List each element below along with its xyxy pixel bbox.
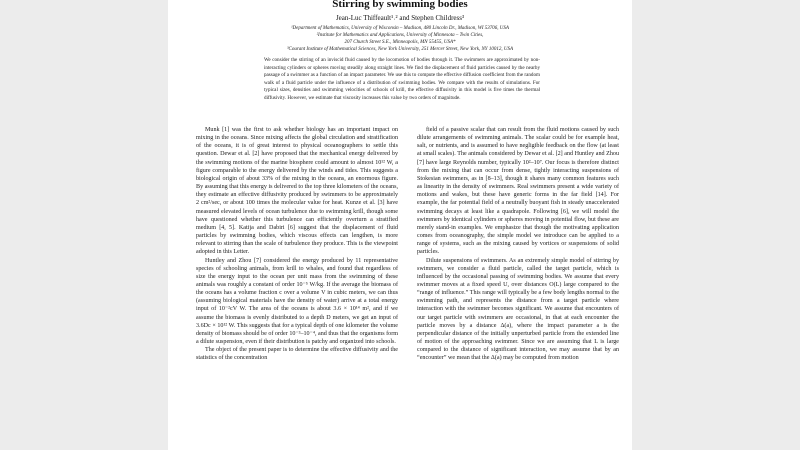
affiliation-line: 207 Church Street S.E., Minneapolis, MN 55455, USA* <box>344 40 456 45</box>
right-column <box>417 126 619 363</box>
affiliation-line: ³Courant Institute of Mathematical Sciences, New York University, 251 Mercer Street, New York, NY 10012, USA <box>286 47 514 52</box>
paper-page <box>168 0 632 450</box>
paragraph: Dilute suspensions of swimmers. As an extremely simple model of stirring by swimmers, we consider a fluid particle, called the target particle, which is influenced by the occasional passing of swimming bodies. We assume that every swimmer moves at a fixed speed U, over distances O(L) large compared to the “range of influence.” This range will typically be a few body lengths normal to the swimming path, and represents the distance from a target particle where interaction with the swimmer becomes significant. We assume that encounters of our target particle with swimmers are occasional, in that at each encounter the particle moves by a distance Δ(a), where the impact parameter a is the perpendicular distance of the initially unperturbed particle from the extended line of motion of the approaching swimmer. Since we are assuming that L is large compared to the distance of significant interaction, we may assume that by an “encounter” we mean that the Δ(a) may be computed from motion <box>417 257 619 362</box>
paragraph: field of a passive scalar that can result from the fluid motions caused by such dilute arrangements of swimming animals. The scalar could be for example heat, salt, or nutrients, and is assumed to have negligible feedback on the flow (at least at small scales). The animals considered by Dewar et al. [2] and Huntley and Zhou [7] have large Reynolds number, typically 10²–10⁷. Our focus is therefore distinct from the mixing that can occur from dense, tightly interacting suspensions of Stokesian swimmers, as in [8–13], though it shares many common features such as linearity in the density of swimmers. Real swimmers present a wide variety of motions and wakes, but these have generic forms in the far field [14]. For example, the far potential field of a neutrally buoyant fish in steady unaccelerated swimming decays at least like a quadrapole. Following [6], we will model the swimmers by identical cylinders or spheres moving in potential flow, but these are merely stand-in examples. We emphasize that though the motivating application comes from oceanography, the simple model we introduce can be applied to a range of systems, such as the mixing caused by vortices or suspensions of solid particles. <box>417 127 619 256</box>
affiliation-line: ²Institute for Mathematics and Applications, University of Minnesota – Twin Cities, <box>316 33 484 38</box>
paragraph: Munk [1] was the first to ask whether biology has an important impact on mixing in the oceans. Since mixing affects the global circulation and stratification of the oceans, it is of great interest to physical oceanographers to settle this question. Dewar et al. [2] have proposed that the mechanical energy delivered by the swimming motions of the marine biosphere could amount to almost 10¹² W, a figure comparable to the energy delivered by the winds and tides. This suggests a biological origin of about 33% of the mixing in the oceans, an enormous figure. By assuming that this energy is delivered to the top three kilometers of the oceans, they estimate an effective diffusivity produced by swimmers to be approximately 2 cm²/sec, or about 100 times the molecular value for heat. Kunze et al. [3] have measured elevated levels of ocean turbulence due to swimming krill, though some have questioned whether this turbulence can efficiently overturn a stratified medium [4, 5]. Katija and Dabiri [6] suggest that the displacement of fluid particles by swimming bodies, which viscous effects can lengthen, is more relevant to stirring than the scale of turbulence they produce. This is the viewpoint adopted in this Letter. <box>196 127 398 256</box>
paragraph: The object of the present paper is to determine the effective diffusivity and the statistics of the concentration <box>196 347 398 362</box>
left-column <box>196 126 398 363</box>
paper-title: Stirring by swimming bodies <box>332 0 468 10</box>
affiliation-line: ¹Department of Mathematics, University of Wisconsin – Madison, 480 Lincoln Dr., Madison, WI 53706, USA <box>291 26 509 31</box>
paragraph: Huntley and Zhou [7] considered the energy produced by 11 representative species of schooling animals, from krill to whales, and found that regardless of size the energy input to the ocean per unit mass from the swimming of these animals was roughly a constant of order 10⁻⁵ W/kg. If the average the biomass of the oceans has a volume fraction c over a volume V in cubic meters, we can thus (assuming biological materials have the density of water) arrive at a total energy input of 10⁻²cV W. The area of the oceans is about 3.6 × 10¹⁴ m², and if we assume the biomass is evenly distributed to a depth D meters, we get an input of 3.6Dc × 10¹² W. This suggests that for a typical depth of one kilometer the volume density of biomass should be of order 10⁻³–10⁻⁴, and thus that the organisms form a dilute suspension, even if their distribution is patchy and organized into schools. <box>196 257 398 346</box>
affiliations <box>168 25 632 53</box>
paper-authors: Jean-Luc Thiffeault¹˒² and Stephen Childress³ <box>335 14 465 22</box>
abstract: We consider the stirring of an inviscid fluid caused by the locomotion of bodies through it. The swimmers are approximated by non-interacting cylinders or spheres moving steadily along straight lines. We find the displacement of fluid particles caused by the nearby passage of a swimmer as a function of an impact parameter. We use this to compute the effective diffusion coefficient from the random walk of a fluid particle under the influence of a distribution of swimming bodies. We compare with the results of simulations. For typical sizes, densities and swimming velocities of schools of krill, the effective diffusivity in this model is five times the thermal diffusivity. However, we estimate that viscosity increases this value by two orders of magnitude. <box>264 57 540 101</box>
